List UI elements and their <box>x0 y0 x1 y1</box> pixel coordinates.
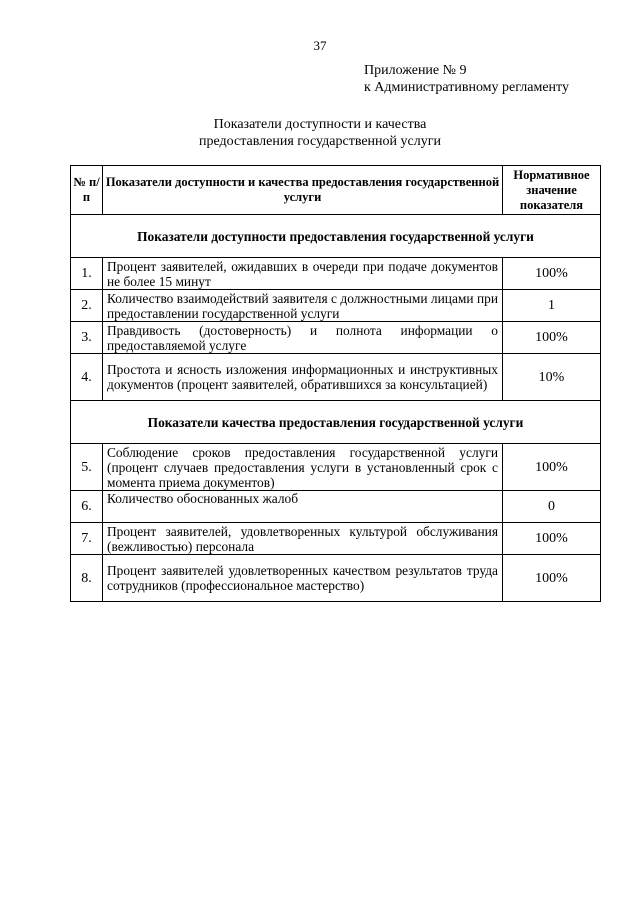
row-value: 100% <box>503 444 601 491</box>
appendix-line-2: к Административному регламенту <box>364 80 569 95</box>
row-value: 0 <box>503 491 601 523</box>
document-title <box>0 116 640 150</box>
row-text: Процент заявителей, ожидавших в очереди при подаче документов не более 15 минут <box>103 258 503 290</box>
indicators-table <box>70 165 601 602</box>
row-text: Количество обоснованных жалоб <box>103 491 503 523</box>
table-row <box>71 322 601 354</box>
header-value: Нормативное значение показателя <box>503 166 601 215</box>
row-num: 2. <box>71 290 103 322</box>
section-title-accessibility: Показатели доступности предоставления государственной услуги <box>71 215 601 258</box>
row-num: 5. <box>71 444 103 491</box>
header-num: № п/п <box>71 166 103 215</box>
row-text: Простота и ясность изложения информационных и инструктивных документов (процент заявителей, обратившихся за консультацией) <box>103 354 503 401</box>
section-row <box>71 401 601 444</box>
table-row <box>71 491 601 523</box>
table-row <box>71 444 601 491</box>
row-text: Процент заявителей, удовлетворенных культурой обслуживания (вежливостью) персонала <box>103 523 503 555</box>
table-row <box>71 258 601 290</box>
row-value: 10% <box>503 354 601 401</box>
table-row <box>71 555 601 602</box>
table-row <box>71 354 601 401</box>
table-row <box>71 290 601 322</box>
appendix-header <box>364 62 569 96</box>
section-title-quality: Показатели качества предоставления государственной услуги <box>71 401 601 444</box>
title-line-1: Показатели доступности и качества <box>213 117 427 132</box>
row-value: 1 <box>503 290 601 322</box>
appendix-line-1: Приложение № 9 <box>364 63 467 78</box>
row-text: Процент заявителей удовлетворенных качеством результатов труда сотрудников (профессиональное мастерство) <box>103 555 503 602</box>
row-value: 100% <box>503 258 601 290</box>
row-num: 4. <box>71 354 103 401</box>
row-num: 8. <box>71 555 103 602</box>
row-num: 3. <box>71 322 103 354</box>
title-line-2: предоставления государственной услуги <box>199 134 441 149</box>
row-num: 1. <box>71 258 103 290</box>
row-text: Соблюдение сроков предоставления государственной услуги (процент случаев предоставления услуги в установленный срок с момента приема документов) <box>103 444 503 491</box>
header-indicator: Показатели доступности и качества предоставления государственной услуги <box>103 166 503 215</box>
row-value: 100% <box>503 322 601 354</box>
page-number: 37 <box>313 38 327 53</box>
row-value: 100% <box>503 555 601 602</box>
row-value: 100% <box>503 523 601 555</box>
row-text: Правдивость (достоверность) и полнота информации о предоставляемой услуге <box>103 322 503 354</box>
table-header-row <box>71 166 601 215</box>
row-num: 7. <box>71 523 103 555</box>
section-row <box>71 215 601 258</box>
row-text: Количество взаимодействий заявителя с должностными лицами при предоставлении государственной услуги <box>103 290 503 322</box>
row-num: 6. <box>71 491 103 523</box>
table-row <box>71 523 601 555</box>
